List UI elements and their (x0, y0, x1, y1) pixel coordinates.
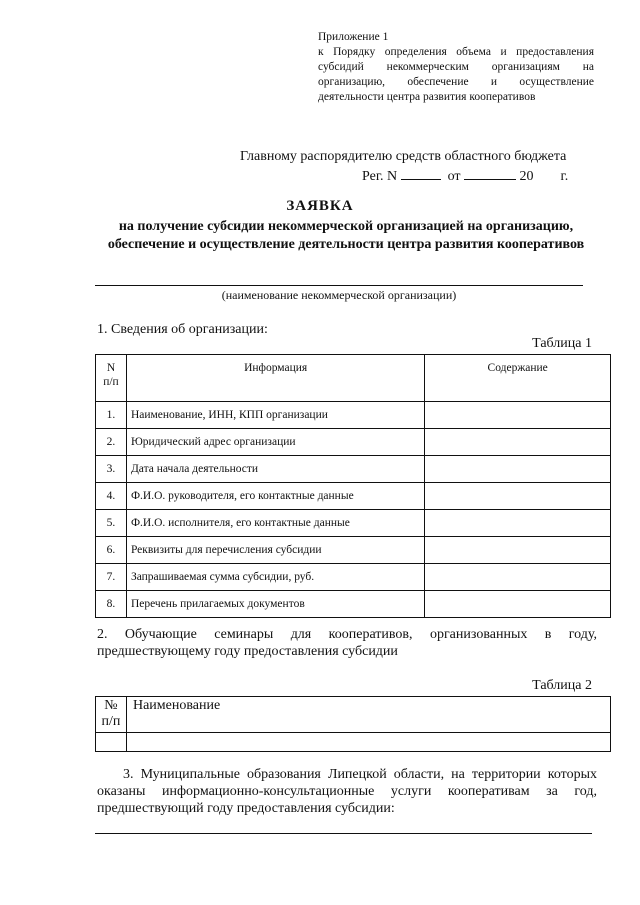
recipient-line: Главному распорядителю средств областного бюджета (240, 149, 567, 164)
appendix-note (318, 30, 594, 105)
table1-header-num (96, 355, 127, 402)
row-content-cell[interactable] (425, 591, 611, 618)
row-info: Реквизиты для перечисления субсидии (126, 537, 424, 564)
reg-from-label: от (447, 169, 461, 184)
table1-caption: Таблица 1 (532, 336, 592, 351)
section3-text (97, 766, 597, 817)
org-name-caption: (наименование некоммерческой организации) (221, 288, 457, 302)
seminars-table (95, 696, 611, 752)
reg-label: Рег. N (362, 169, 398, 184)
registration-line (362, 167, 568, 185)
table2-header-name: Наименование (126, 697, 610, 733)
row-info: Ф.И.О. исполнителя, его контактные данные (126, 510, 424, 537)
section3-text-content: 3. Муниципальные образования Липецкой области, на территории которых оказаны информационно-консультационные услуги кооперативам за год, предшествующий году предоставления субсидии: (97, 767, 597, 816)
row-number: 8. (96, 591, 127, 618)
row-content-cell[interactable] (425, 483, 611, 510)
table2-header-row (96, 697, 611, 733)
table-row (96, 429, 611, 456)
table-row (96, 456, 611, 483)
table-row (96, 510, 611, 537)
organization-info-table (95, 354, 611, 618)
table2-header-num-line1: № (104, 698, 118, 713)
row-number: 3. (96, 456, 127, 483)
row-content-cell[interactable] (425, 402, 611, 429)
row-number: 1. (96, 402, 127, 429)
row-number: 6. (96, 537, 127, 564)
section1-heading: 1. Сведения об организации: (97, 322, 268, 337)
section2-text: 2. Обучающие семинары для кооперативов, организованных в году, предшествующему году предоставления субсидии (97, 627, 597, 659)
row-content-cell[interactable] (425, 537, 611, 564)
reg-year-suffix: г. (560, 169, 569, 184)
row-info: Ф.И.О. руководителя, его контактные данные (126, 483, 424, 510)
table-row (96, 733, 611, 752)
table-row (96, 591, 611, 618)
row-name-cell[interactable] (126, 733, 610, 752)
appendix-text: к Порядку определения объема и предоставления субсидий некоммерческим организациям на организацию, обеспечение и осуществление деятельности центра развития кооперативов (318, 46, 594, 103)
document-subtitle: на получение субсидии некоммерческой организацией на организацию, обеспечение и осуществление деятельности центра развития кооперативов (107, 219, 585, 252)
reg-number-blank[interactable] (401, 167, 441, 180)
table2-caption: Таблица 2 (532, 678, 592, 693)
table2-header-num (96, 697, 127, 733)
org-name-blank-line[interactable] (95, 285, 583, 286)
row-content-cell[interactable] (425, 510, 611, 537)
row-info: Перечень прилагаемых документов (126, 591, 424, 618)
table1-header-row (96, 355, 611, 402)
row-info: Дата начала деятельности (126, 456, 424, 483)
table-row (96, 537, 611, 564)
table1-header-content: Содержание (425, 355, 611, 402)
row-content-cell[interactable] (425, 429, 611, 456)
table1-header-num-line2: п/п (103, 376, 119, 388)
reg-date-blank[interactable] (464, 167, 516, 180)
row-number: 2. (96, 429, 127, 456)
appendix-heading: Приложение 1 (318, 31, 389, 43)
table-row (96, 483, 611, 510)
table-row (96, 402, 611, 429)
row-number: 7. (96, 564, 127, 591)
municipalities-blank-line[interactable] (95, 833, 592, 834)
document-title: ЗАЯВКА (286, 198, 354, 214)
table1-header-num-line1: N (106, 362, 116, 374)
row-content-cell[interactable] (425, 456, 611, 483)
row-info: Наименование, ИНН, КПП организации (126, 402, 424, 429)
table2-header-num-line2: п/п (101, 714, 121, 729)
reg-year: 20 (519, 169, 534, 184)
row-info: Юридический адрес организации (126, 429, 424, 456)
row-content-cell[interactable] (425, 564, 611, 591)
table1-header-info: Информация (126, 355, 424, 402)
table-row (96, 564, 611, 591)
row-info: Запрашиваемая сумма субсидии, руб. (126, 564, 424, 591)
row-number-cell[interactable] (96, 733, 127, 752)
row-number: 4. (96, 483, 127, 510)
row-number: 5. (96, 510, 127, 537)
